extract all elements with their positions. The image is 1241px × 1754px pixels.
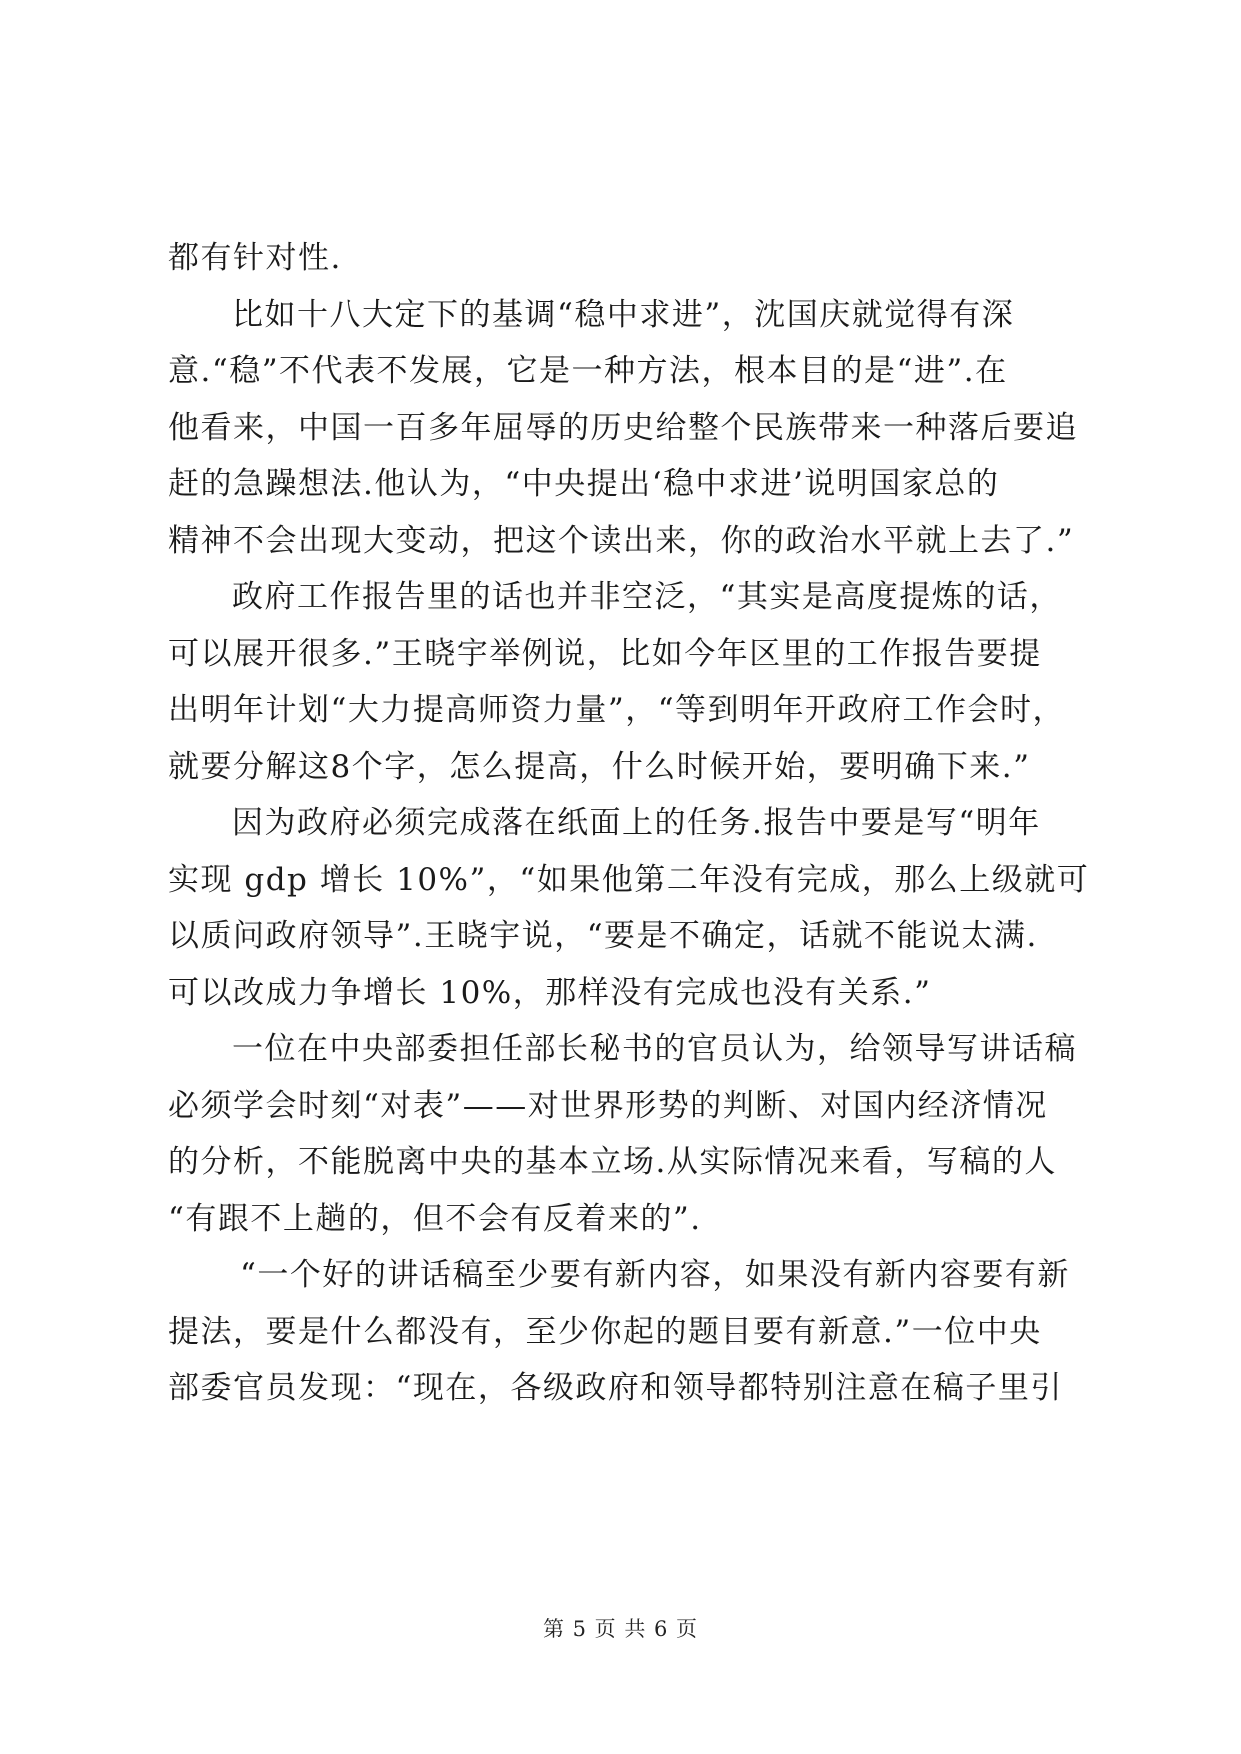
text-line: 出明年计划“大力提高师资力量”，“等到明年开政府工作会时， — [168, 692, 1066, 728]
text-line: 就要分解这8个字，怎么提高，什么时候开始，要明确下来.” — [168, 748, 1031, 785]
text-line: 可以展开很多.”王晓宇举例说，比如今年区里的工作报告要提 — [168, 635, 1042, 672]
document-body — [168, 230, 1090, 1417]
paragraph-start-line: 因为政府必须完成落在纸面上的任务.报告中要是写“明年 — [232, 805, 1041, 841]
text-line: 赶的急躁想法.他认为，“中央提出‘稳中求进’说明国家总的 — [168, 466, 1000, 502]
text-line: 提法，要是什么都没有，至少你起的题目要有新意.”一位中央 — [168, 1313, 1042, 1350]
text-line: “有跟不上趟的，但不会有反着来的”. — [168, 1200, 702, 1237]
text-line: 他看来，中国一百多年屈辱的历史给整个民族带来一种落后要追 — [168, 409, 1078, 446]
paragraph-start-line: “一个好的讲话稿至少要有新内容，如果没有新内容要有新 — [240, 1257, 1070, 1293]
text-line: 精神不会出现大变动，把这个读出来，你的政治水平就上去了.” — [168, 522, 1075, 559]
text-line: 实现 gdp 增长 10%”，“如果他第二年没有完成，那么上级就可 — [168, 861, 1090, 898]
text-line: 部委官员发现：“现在，各级政府和领导都特别注意在稿子里引 — [168, 1370, 1063, 1406]
paragraph-start-line: 比如十八大定下的基调“稳中求进”，沈国庆就觉得有深 — [232, 296, 1015, 333]
text-line: 都有针对性. — [168, 240, 342, 276]
paragraph-start-line: 政府工作报告里的话也并非空泛，“其实是高度提炼的话， — [232, 579, 1062, 615]
paragraph-start-line: 一位在中央部委担任部长秘书的官员认为，给领导写讲话稿 — [232, 1031, 1077, 1067]
page-number-footer: 第 5 页 共 6 页 — [542, 1617, 699, 1641]
text-line: 的分析，不能脱离中央的基本立场.从实际情况来看，写稿的人 — [168, 1144, 1057, 1180]
text-line: 意.“稳”不代表不发展，它是一种方法，根本目的是“进”.在 — [168, 353, 1008, 389]
text-line: 可以改成力争增长 10%，那样没有完成也没有关系.” — [168, 974, 932, 1011]
text-line: 必须学会时刻“对表”——对世界形势的判断、对国内经济情况 — [168, 1087, 1048, 1124]
text-line: 以质问政府领导”.王晓宇说，“要是不确定，话就不能说太满. — [168, 918, 1038, 954]
